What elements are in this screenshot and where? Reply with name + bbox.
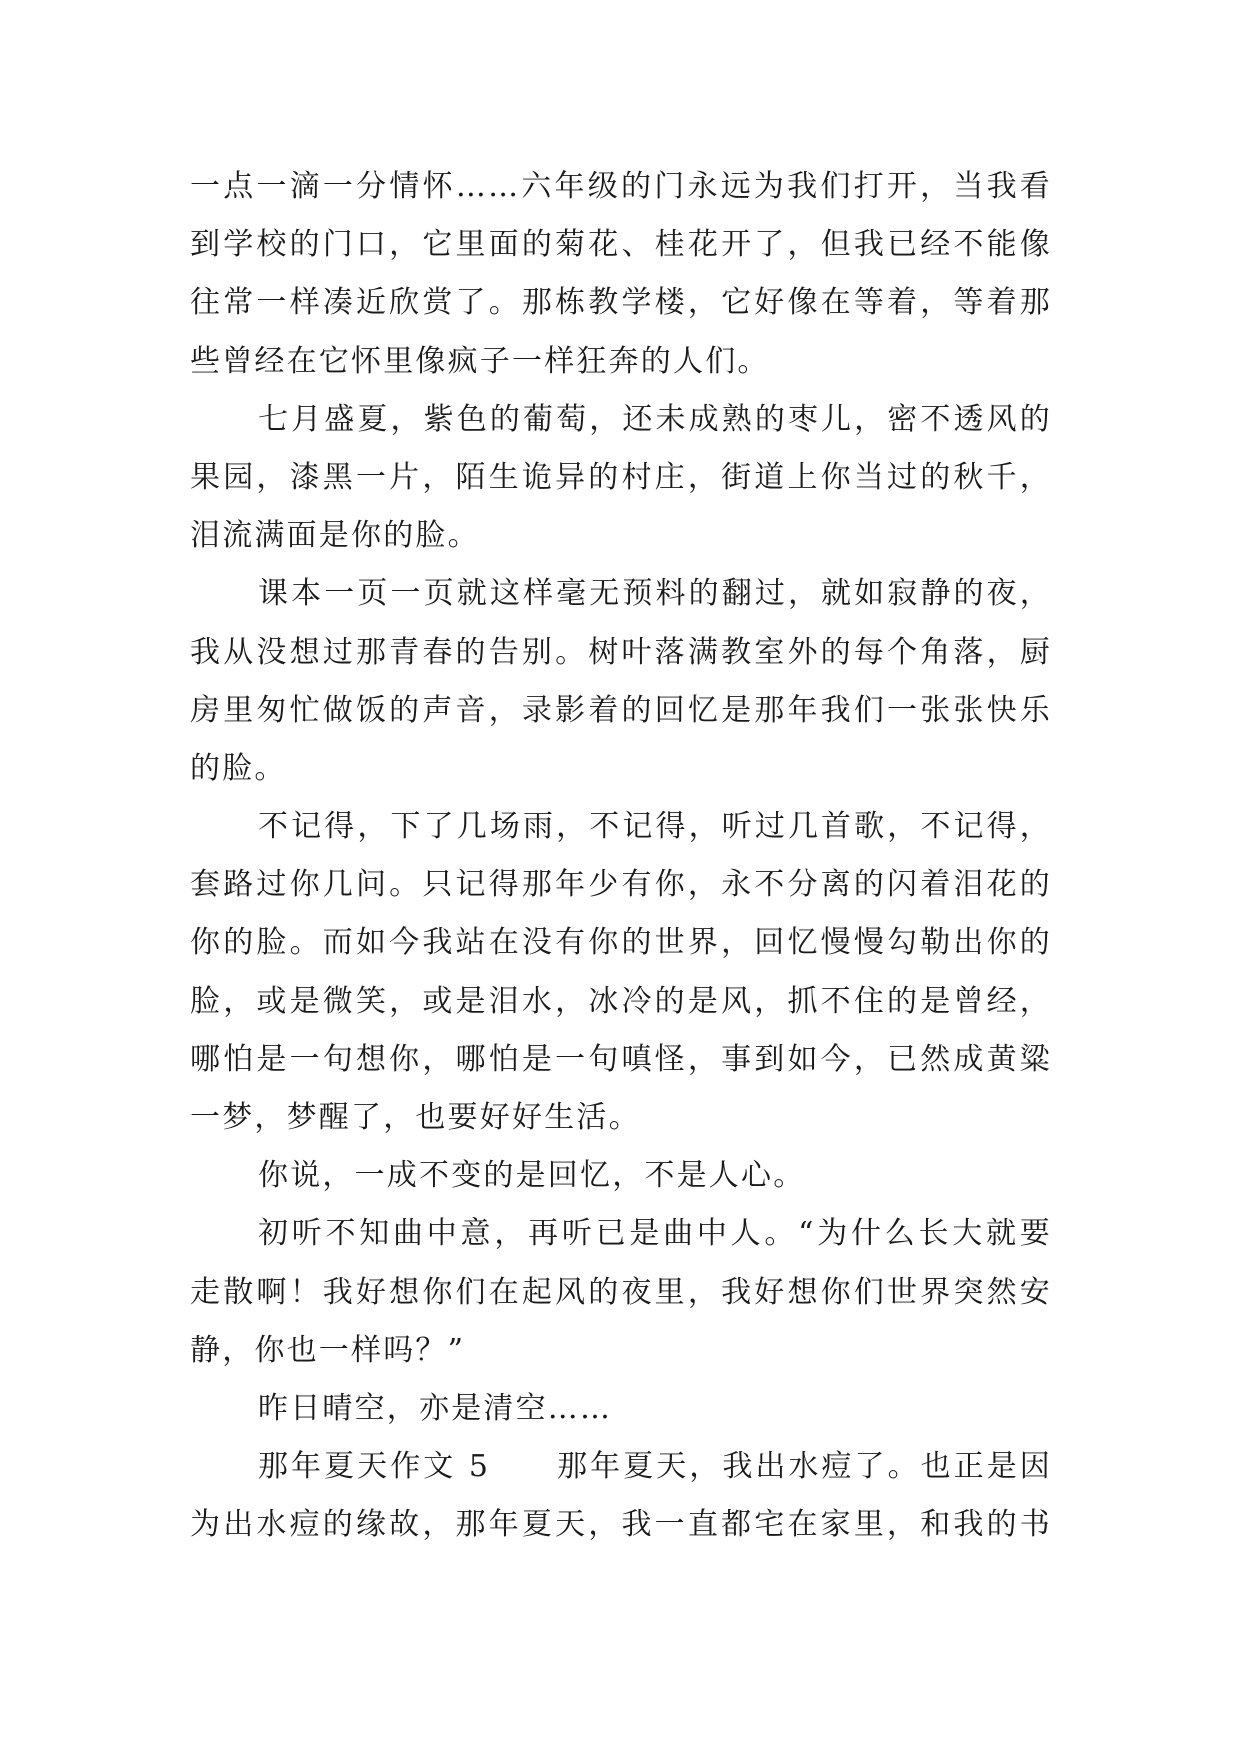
text-line: 我从没想过那青春的告别。树叶落满教室外的每个角落，厨 bbox=[190, 634, 1052, 670]
text-line: 静，你也一样吗？” bbox=[190, 1332, 466, 1368]
text-line: 走散啊！我好想你们在起风的夜里，我好想你们世界突然安 bbox=[190, 1274, 1052, 1310]
text-line: 果园，漆黑一片，陌生诡异的村庄，街道上你当过的秋千， bbox=[190, 459, 1052, 495]
text-line: 初听不知曲中意，再听已是曲中人。“为什么长大就要 bbox=[258, 1216, 1052, 1252]
text-line: 往常一样凑近欣赏了。那栋教学楼，它好像在等着，等着那 bbox=[190, 285, 1052, 321]
text-line: 课本一页一页就这样毫无预料的翻过，就如寂静的夜， bbox=[258, 576, 1052, 612]
text-line: 不记得，下了几场雨，不记得，听过几首歌，不记得， bbox=[258, 809, 1052, 845]
text-line: 房里匆忙做饭的声音，录影着的回忆是那年我们一张张快乐 bbox=[190, 692, 1052, 728]
text-line: 的脸。 bbox=[190, 750, 287, 786]
text-line: 哪怕是一句想你，哪怕是一句嗔怪，事到如今，已然成黄粱 bbox=[190, 1041, 1052, 1077]
text-line: 到学校的门口，它里面的菊花、桂花开了，但我已经不能像 bbox=[190, 227, 1052, 263]
text-line: 套路过你几问。只记得那年少有你，永不分离的闪着泪花的 bbox=[190, 867, 1052, 903]
text-line: 你说，一成不变的是回忆，不是人心。 bbox=[258, 1158, 806, 1194]
text-line: 你的脸。而如今我站在没有你的世界，回忆慢慢勾勒出你的 bbox=[190, 925, 1052, 961]
text-line: 为出水痘的缘故，那年夏天，我一直都宅在家里，和我的书 bbox=[190, 1507, 1052, 1543]
body-text bbox=[190, 158, 1052, 1555]
text-line: 昨日晴空，亦是清空…… bbox=[258, 1390, 613, 1426]
text-line: 那年夏天作文 5 那年夏天，我出水痘了。也正是因 bbox=[258, 1449, 1052, 1485]
text-line: 七月盛夏，紫色的葡萄，还未成熟的枣儿，密不透风的 bbox=[258, 401, 1052, 437]
text-line: 些曾经在它怀里像疯子一样狂奔的人们。 bbox=[190, 343, 770, 379]
text-line: 脸，或是微笑，或是泪水，冰冷的是风，抓不住的是曾经， bbox=[190, 983, 1052, 1019]
text-line: 一梦，梦醒了，也要好好生活。 bbox=[190, 1100, 641, 1135]
text-line: 泪流满面是你的脸。 bbox=[190, 518, 480, 554]
text-line: 一点一滴一分情怀……六年级的门永远为我们打开，当我看 bbox=[190, 169, 1052, 204]
